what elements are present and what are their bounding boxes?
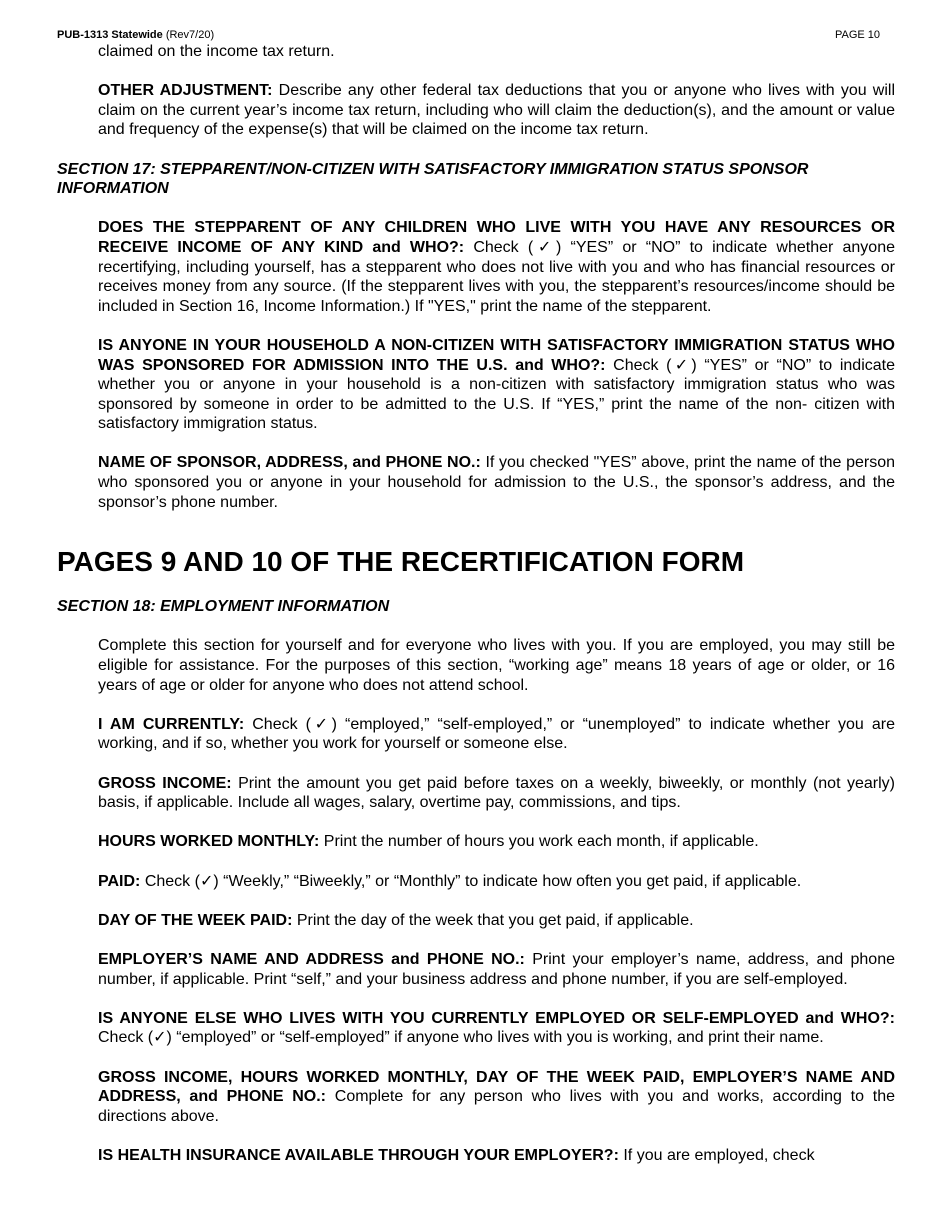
document-body (57, 42, 895, 1165)
hours-worked-label: HOURS WORKED MONTHLY: (98, 833, 320, 851)
health-insurance-paragraph (98, 1146, 895, 1166)
employer-paragraph (98, 950, 895, 989)
gross-income-paragraph (98, 774, 895, 813)
other-adjustment-text: Describe any other federal tax deductions that you or anyone who lives with you will claim on the current year’s income tax return, including who will claim the deduction(s), and the amount or value and frequency of the expense(s) that will be claimed on the income tax return. (98, 82, 895, 139)
section-18-heading: SECTION 18: EMPLOYMENT INFORMATION (57, 598, 390, 616)
currently-text: Check (✓) “employed,” “self-employed,” or “unemployed” to indicate whether you are working, and if so, whether you work for yourself or someone else. (98, 715, 895, 753)
section-17-heading: SECTION 17: STEPPARENT/NON-CITIZEN WITH SATISFACTORY IMMIGRATION STATUS SPONSOR INFORMATION (57, 160, 809, 198)
other-adjustment-paragraph (98, 81, 895, 140)
section-18-intro: Complete this section for yourself and for everyone who lives with you. If you are employed, you may still be eligible for assistance. For the purposes of this section, “working age” means 18 years of age or older, or 16 years of age or older for anyone who does not attend school. (98, 637, 895, 694)
gross-income-text: Print the amount you get paid before taxes on a weekly, biweekly, or monthly (not yearly) basis, if applicable. Include all wages, salary, overtime pay, commissions, and tips. (98, 774, 896, 812)
stepparent-paragraph (98, 218, 895, 316)
paid-paragraph (98, 872, 895, 892)
sponsor-info-label: NAME OF SPONSOR, ADDRESS, and PHONE NO.: (98, 454, 481, 472)
currently-label: I AM CURRENTLY: (98, 715, 245, 733)
paid-text: Check (✓) “Weekly,” “Biweekly,” or “Monthly” to indicate how often you get paid, if applicable. (144, 872, 802, 890)
employer-label: EMPLOYER’S NAME AND ADDRESS and PHONE NO.: (98, 950, 525, 968)
sponsored-noncitizen-label: IS ANYONE IN YOUR HOUSEHOLD A NON-CITIZEN WITH SATISFACTORY IMMIGRATION STATUS WHO WAS SPONSORED FOR ADMISSION INTO THE U.S. and WHO?: (98, 336, 895, 374)
employer-text: Print your employer’s name, address, and phone number, if applicable. Print “self,” and your business address and phone number, if you are self-employed. (98, 950, 895, 988)
sponsor-info-text: If you checked "YES” above, print the name of the person who sponsored you or anyone in your household for admission to the U.S., the sponsor’s address, and the sponsor’s phone number. (98, 454, 895, 511)
sponsor-info-paragraph (98, 453, 895, 512)
others-details-text: Complete for any person who lives with you and works, according to the directions above. (98, 1088, 895, 1125)
page-number: PAGE 10 (835, 29, 881, 41)
sponsored-noncitizen-text: Check (✓) “YES” or “NO” to indicate whether you or anyone in your household is a non-citizen with satisfactory immigration status who was sponsored by someone in order to be admitted to the U.S. If “YES,” print the name of the non- citizen with satisfactory immigration status. (98, 356, 896, 433)
currently-paragraph (98, 715, 895, 754)
others-details-label: GROSS INCOME, HOURS WORKED MONTHLY, DAY OF THE WEEK PAID, EMPLOYER’S NAME AND ADDRESS, and PHONE NO.: (98, 1068, 895, 1106)
gross-income-label: GROSS INCOME: (98, 774, 232, 792)
day-paid-paragraph (98, 911, 895, 931)
health-insurance-label: IS HEALTH INSURANCE AVAILABLE THROUGH YOUR EMPLOYER?: (98, 1146, 619, 1164)
revision: (Rev7/20) (165, 29, 215, 41)
health-insurance-text: If you are employed, check (623, 1146, 815, 1164)
others-employed-text: Check (✓) “employed” or “self-employed” if anyone who lives with you is working, and print their name. (98, 1029, 824, 1047)
stepparent-text: Check (✓) “YES” or “NO” to indicate whether anyone recertifying, including yourself, has a stepparent who does not live with you and who has financial resources or receives money from any source. (If the stepparent lives with you, the stepparent’s resources/income should be included in Section 16, Income Information.) If "YES," print the name of the stepparent. (98, 238, 895, 315)
page-header-left (57, 28, 214, 42)
pages-title: PAGES 9 AND 10 OF THE RECERTIFICATION FORM (57, 546, 745, 578)
others-details-paragraph (98, 1068, 895, 1127)
day-paid-text: Print the day of the week that you get paid, if applicable. (296, 911, 694, 929)
stepparent-label: DOES THE STEPPARENT OF ANY CHILDREN WHO LIVE WITH YOU HAVE ANY RESOURCES OR RECEIVE INCOME OF ANY KIND and WHO?: (98, 219, 895, 256)
day-paid-label: DAY OF THE WEEK PAID: (98, 911, 293, 929)
other-adjustment-label: OTHER ADJUSTMENT: (98, 82, 273, 100)
others-employed-paragraph (98, 1009, 895, 1048)
sponsored-noncitizen-paragraph (98, 336, 895, 434)
document-id: PUB-1313 Statewide (57, 29, 163, 41)
continuation-text: claimed on the income tax return. (98, 43, 335, 60)
hours-worked-text: Print the number of hours you work each month, if applicable. (323, 833, 759, 851)
hours-worked-paragraph (98, 832, 895, 852)
others-employed-label: IS ANYONE ELSE WHO LIVES WITH YOU CURRENTLY EMPLOYED OR SELF-EMPLOYED and WHO?: (98, 1009, 895, 1027)
paid-label: PAID: (98, 872, 141, 890)
